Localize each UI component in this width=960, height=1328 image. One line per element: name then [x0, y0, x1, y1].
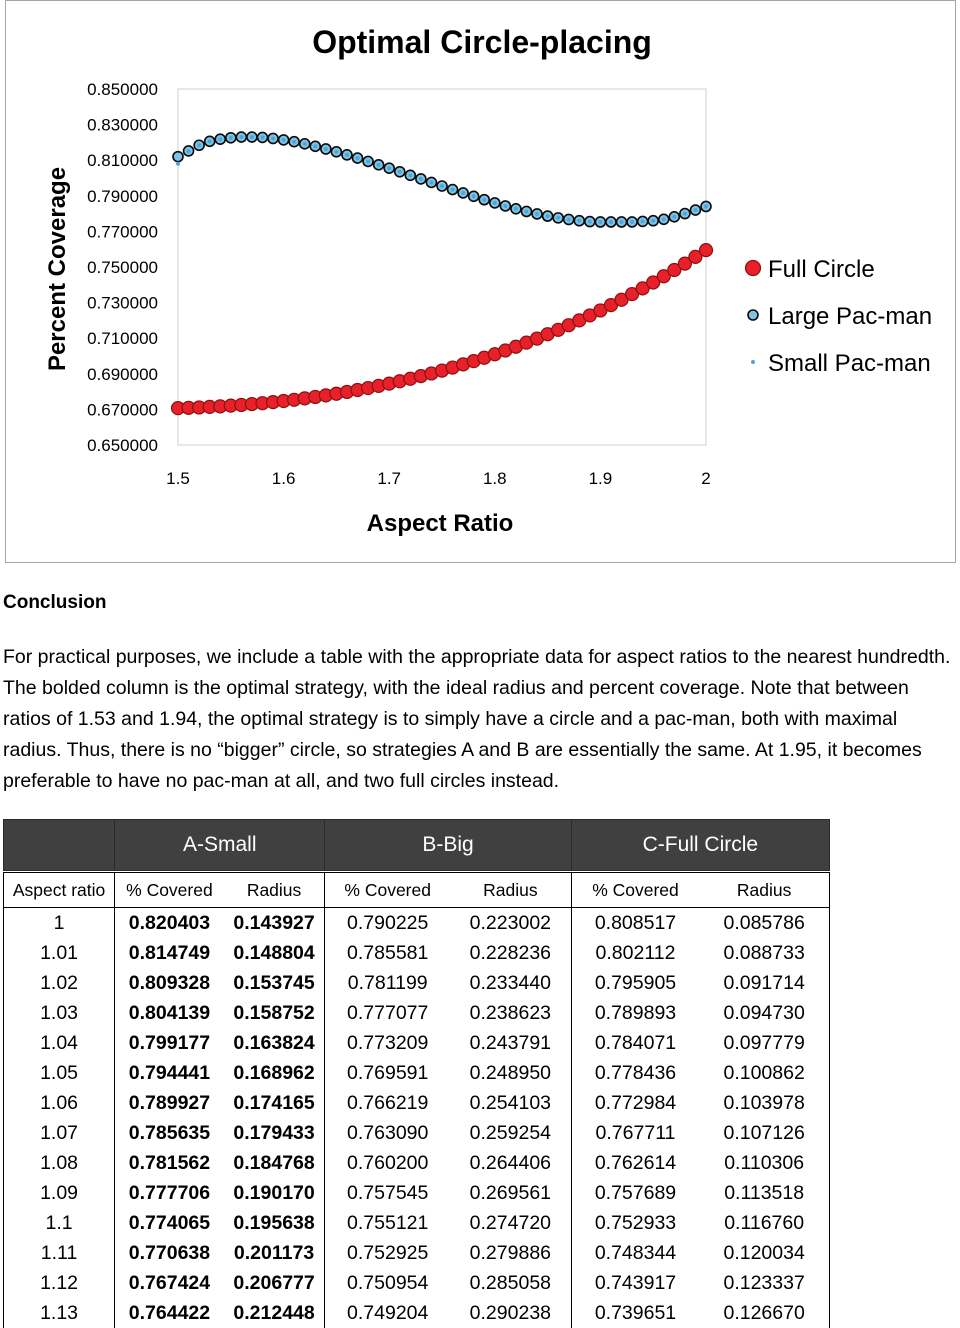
legend-label: Large Pac-man: [768, 303, 932, 330]
table-cell: 0.100862: [699, 1058, 829, 1088]
data-point: [398, 170, 402, 174]
table-group-b: B-Big: [325, 820, 571, 871]
y-tick-label: 0.730000: [87, 294, 158, 313]
data-point: [250, 135, 254, 139]
table-cell: 0.233440: [450, 968, 571, 998]
data-point: [229, 136, 233, 140]
table-cell: 0.767424: [115, 1268, 224, 1298]
table-row: [4, 1268, 830, 1298]
table-cell: 0.158752: [224, 998, 325, 1028]
data-point: [292, 140, 296, 144]
x-axis-ticks: [166, 469, 711, 488]
column-header: Radius: [450, 873, 571, 908]
data-point: [345, 153, 349, 157]
table-cell: 0.789927: [115, 1088, 224, 1118]
table-cell: 0.126670: [699, 1298, 829, 1328]
plot-area: [178, 89, 706, 445]
table-cell: 0.206777: [224, 1268, 325, 1298]
data-point: [356, 156, 360, 160]
table-cell: 0.748344: [571, 1238, 699, 1268]
table-cell: 0.088733: [699, 938, 829, 968]
table-cell: 0.777077: [325, 998, 450, 1028]
table-cell: 0.789893: [571, 998, 699, 1028]
table-body: [4, 908, 830, 1328]
table-row: [4, 1118, 830, 1148]
table-group-header: [4, 820, 830, 871]
aspect-ratio-cell: 1: [4, 908, 115, 939]
data-point: [173, 152, 183, 162]
table-cell: 0.243791: [450, 1028, 571, 1058]
table-cell: 0.752933: [571, 1208, 699, 1238]
data-point: [598, 220, 602, 224]
y-tick-label: 0.770000: [87, 222, 158, 241]
table-cell: 0.195638: [224, 1208, 325, 1238]
data-point: [377, 163, 381, 167]
data-point: [588, 220, 592, 224]
column-header: % Covered: [115, 873, 224, 908]
series-small-pac-man: [176, 135, 708, 224]
table-cell: 0.802112: [571, 938, 699, 968]
table-row: [4, 998, 830, 1028]
y-tick-label: 0.830000: [87, 116, 158, 135]
aspect-ratio-cell: 1.06: [4, 1088, 115, 1118]
x-tick-label: 1.7: [377, 469, 401, 488]
table-cell: 0.766219: [325, 1088, 450, 1118]
table-cell: 0.767711: [571, 1118, 699, 1148]
y-tick-label: 0.790000: [87, 187, 158, 206]
legend: [746, 256, 933, 377]
table-row: [4, 968, 830, 998]
data-point: [693, 208, 697, 212]
table-cell: 0.763090: [325, 1118, 450, 1148]
data-point: [260, 135, 264, 139]
y-axis-ticks: [87, 80, 158, 455]
aspect-ratio-cell: 1.13: [4, 1298, 115, 1328]
data-point: [630, 220, 634, 224]
data-point: [271, 136, 275, 140]
data-point: [609, 220, 613, 224]
conclusion-heading: Conclusion: [3, 592, 106, 614]
table-cell: 0.790225: [325, 908, 450, 939]
table-row: [4, 1178, 830, 1208]
data-point: [239, 135, 243, 139]
table-cell: 0.184768: [224, 1148, 325, 1178]
column-header: Radius: [699, 873, 829, 908]
y-tick-label: 0.710000: [87, 329, 158, 348]
table-cell: 0.110306: [699, 1148, 829, 1178]
data-point: [514, 207, 518, 211]
table-cell: 0.808517: [571, 908, 699, 939]
series-full-circle: [172, 244, 713, 415]
table-cell: 0.799177: [115, 1028, 224, 1058]
data-point: [366, 159, 370, 163]
table-cell: 0.804139: [115, 998, 224, 1028]
data-point: [218, 137, 222, 141]
table-cell: 0.285058: [450, 1268, 571, 1298]
data-point: [208, 139, 212, 143]
table-cell: 0.163824: [224, 1028, 325, 1058]
table-cell: 0.749204: [325, 1298, 450, 1328]
table-cell: 0.739651: [571, 1298, 699, 1328]
table-cell: 0.143927: [224, 908, 325, 939]
table-group-c: C-Full Circle: [571, 820, 829, 871]
table-cell: 0.116760: [699, 1208, 829, 1238]
data-point: [577, 219, 581, 223]
table-row: [4, 1028, 830, 1058]
legend-marker-full-circle: [746, 261, 761, 276]
table-cell: 0.784071: [571, 1028, 699, 1058]
table-cell: 0.770638: [115, 1238, 224, 1268]
table-cell: 0.755121: [325, 1208, 450, 1238]
aspect-ratio-cell: 1.02: [4, 968, 115, 998]
table-cell: 0.757689: [571, 1178, 699, 1208]
table-cell: 0.814749: [115, 938, 224, 968]
data-point: [546, 214, 550, 218]
data-point: [567, 217, 571, 221]
x-tick-label: 1.9: [589, 469, 613, 488]
table-row: [4, 938, 830, 968]
table-cell: 0.174165: [224, 1088, 325, 1118]
data-point: [461, 191, 465, 195]
data-point: [187, 149, 191, 153]
data-point: [641, 219, 645, 223]
table-cell: 0.777706: [115, 1178, 224, 1208]
table-cell: 0.238623: [450, 998, 571, 1028]
table-cell: 0.103978: [699, 1088, 829, 1118]
data-point: [472, 194, 476, 198]
data-point: [313, 144, 317, 148]
data-point: [700, 244, 713, 257]
table-row: [4, 1088, 830, 1118]
y-tick-label: 0.850000: [87, 80, 158, 99]
table-cell: 0.290238: [450, 1298, 571, 1328]
table-cell: 0.809328: [115, 968, 224, 998]
table-cell: 0.743917: [571, 1268, 699, 1298]
x-tick-label: 2: [701, 469, 710, 488]
table-cell: 0.085786: [699, 908, 829, 939]
y-axis-title: Percent Coverage: [44, 167, 71, 371]
table-cell: 0.269561: [450, 1178, 571, 1208]
data-point: [683, 212, 687, 216]
y-tick-label: 0.650000: [87, 436, 158, 455]
data-point: [197, 143, 201, 147]
table-cell: 0.274720: [450, 1208, 571, 1238]
table-cell: 0.148804: [224, 938, 325, 968]
column-header: Aspect ratio: [4, 873, 115, 908]
table-group-a: A-Small: [115, 820, 325, 871]
x-axis-title: Aspect Ratio: [367, 510, 514, 537]
table-cell: 0.760200: [325, 1148, 450, 1178]
table-cell: 0.750954: [325, 1268, 450, 1298]
data-point: [535, 212, 539, 216]
table-cell: 0.113518: [699, 1178, 829, 1208]
data-point: [556, 216, 560, 220]
data-point: [524, 209, 528, 213]
y-tick-label: 0.810000: [87, 151, 158, 170]
data-point: [429, 180, 433, 184]
chart-svg: [6, 1, 957, 564]
table-row: [4, 908, 830, 939]
aspect-ratio-cell: 1.12: [4, 1268, 115, 1298]
table-cell: 0.212448: [224, 1298, 325, 1328]
table-group-blank: [4, 820, 115, 871]
aspect-ratio-cell: 1.01: [4, 938, 115, 968]
table-cell: 0.091714: [699, 968, 829, 998]
aspect-ratio-cell: 1.09: [4, 1178, 115, 1208]
data-point: [672, 215, 676, 219]
chart-title: Optimal Circle-placing: [312, 24, 652, 60]
y-tick-label: 0.670000: [87, 400, 158, 419]
table-cell: 0.254103: [450, 1088, 571, 1118]
table-cell: 0.168962: [224, 1058, 325, 1088]
legend-marker-small-pac-man: [751, 360, 755, 364]
data-point: [493, 201, 497, 205]
table-cell: 0.228236: [450, 938, 571, 968]
table-cell: 0.179433: [224, 1118, 325, 1148]
data-point: [282, 138, 286, 142]
y-tick-label: 0.690000: [87, 365, 158, 384]
table-cell: 0.778436: [571, 1058, 699, 1088]
column-header: % Covered: [325, 873, 450, 908]
aspect-ratio-cell: 1.07: [4, 1118, 115, 1148]
data-point: [620, 220, 624, 224]
table-cell: 0.785635: [115, 1118, 224, 1148]
table-cell: 0.769591: [325, 1058, 450, 1088]
data-point: [651, 219, 655, 223]
table-cell: 0.781199: [325, 968, 450, 998]
data-point: [408, 173, 412, 177]
data-point: [662, 217, 666, 221]
chart-container: [5, 0, 956, 563]
table-cell: 0.190170: [224, 1178, 325, 1208]
table-cell: 0.094730: [699, 998, 829, 1028]
aspect-ratio-cell: 1.04: [4, 1028, 115, 1058]
table-cell: 0.201173: [224, 1238, 325, 1268]
table-row: [4, 1058, 830, 1088]
data-point: [482, 198, 486, 202]
table-cell: 0.773209: [325, 1028, 450, 1058]
series-large-pac-man: [173, 132, 711, 227]
legend-label: Small Pac-man: [768, 350, 931, 377]
table-cell: 0.153745: [224, 968, 325, 998]
data-point: [387, 166, 391, 170]
data-point: [334, 150, 338, 154]
column-header: Radius: [224, 873, 325, 908]
table-cell: 0.123337: [699, 1268, 829, 1298]
data-point: [440, 184, 444, 188]
table-cell: 0.279886: [450, 1238, 571, 1268]
x-tick-label: 1.6: [272, 469, 296, 488]
table-row: [4, 1148, 830, 1178]
data-point: [324, 147, 328, 151]
data-point: [451, 188, 455, 192]
table-cell: 0.757545: [325, 1178, 450, 1208]
x-tick-label: 1.8: [483, 469, 507, 488]
aspect-ratio-cell: 1.03: [4, 998, 115, 1028]
legend-marker-large-pac-man: [748, 310, 758, 320]
table-cell: 0.794441: [115, 1058, 224, 1088]
data-point: [704, 204, 708, 208]
table-cell: 0.107126: [699, 1118, 829, 1148]
x-tick-label: 1.5: [166, 469, 190, 488]
y-tick-label: 0.750000: [87, 258, 158, 277]
table-cell: 0.097779: [699, 1028, 829, 1058]
data-table: [3, 819, 830, 1328]
data-point: [176, 162, 180, 166]
table-row: [4, 1208, 830, 1238]
aspect-ratio-cell: 1.05: [4, 1058, 115, 1088]
table-cell: 0.264406: [450, 1148, 571, 1178]
table-cell: 0.259254: [450, 1118, 571, 1148]
table-cell: 0.774065: [115, 1208, 224, 1238]
table-cell: 0.120034: [699, 1238, 829, 1268]
conclusion-paragraph: For practical purposes, we include a table with the appropriate data for aspect ratios to the nearest hundredth. The bolded column is the optimal strategy, with the ideal radius and percent coverage. Note that between ratios of 1.53 and 1.94, the optimal strategy is to simply have a circle and a pac-man, both with maximal radius. Thus, there is no “bigger” circle, so strategies A and B are essentially the same. At 1.95, it becomes preferable to have no pac-man at all, and two full circles instead.: [3, 642, 955, 797]
table-cell: 0.248950: [450, 1058, 571, 1088]
table-cell: 0.795905: [571, 968, 699, 998]
table-cell: 0.820403: [115, 908, 224, 939]
table-cell: 0.772984: [571, 1088, 699, 1118]
aspect-ratio-cell: 1.11: [4, 1238, 115, 1268]
table-cell: 0.785581: [325, 938, 450, 968]
aspect-ratio-cell: 1.1: [4, 1208, 115, 1238]
table-column-header: [4, 873, 830, 908]
table-cell: 0.764422: [115, 1298, 224, 1328]
column-header: % Covered: [571, 873, 699, 908]
data-point: [303, 142, 307, 146]
data-point: [419, 177, 423, 181]
legend-label: Full Circle: [768, 256, 875, 283]
table-row: [4, 1238, 830, 1268]
data-point: [503, 204, 507, 208]
table-cell: 0.752925: [325, 1238, 450, 1268]
table-cell: 0.781562: [115, 1148, 224, 1178]
table-cell: 0.762614: [571, 1148, 699, 1178]
series-layer: [172, 132, 713, 415]
aspect-ratio-cell: 1.08: [4, 1148, 115, 1178]
table-cell: 0.223002: [450, 908, 571, 939]
